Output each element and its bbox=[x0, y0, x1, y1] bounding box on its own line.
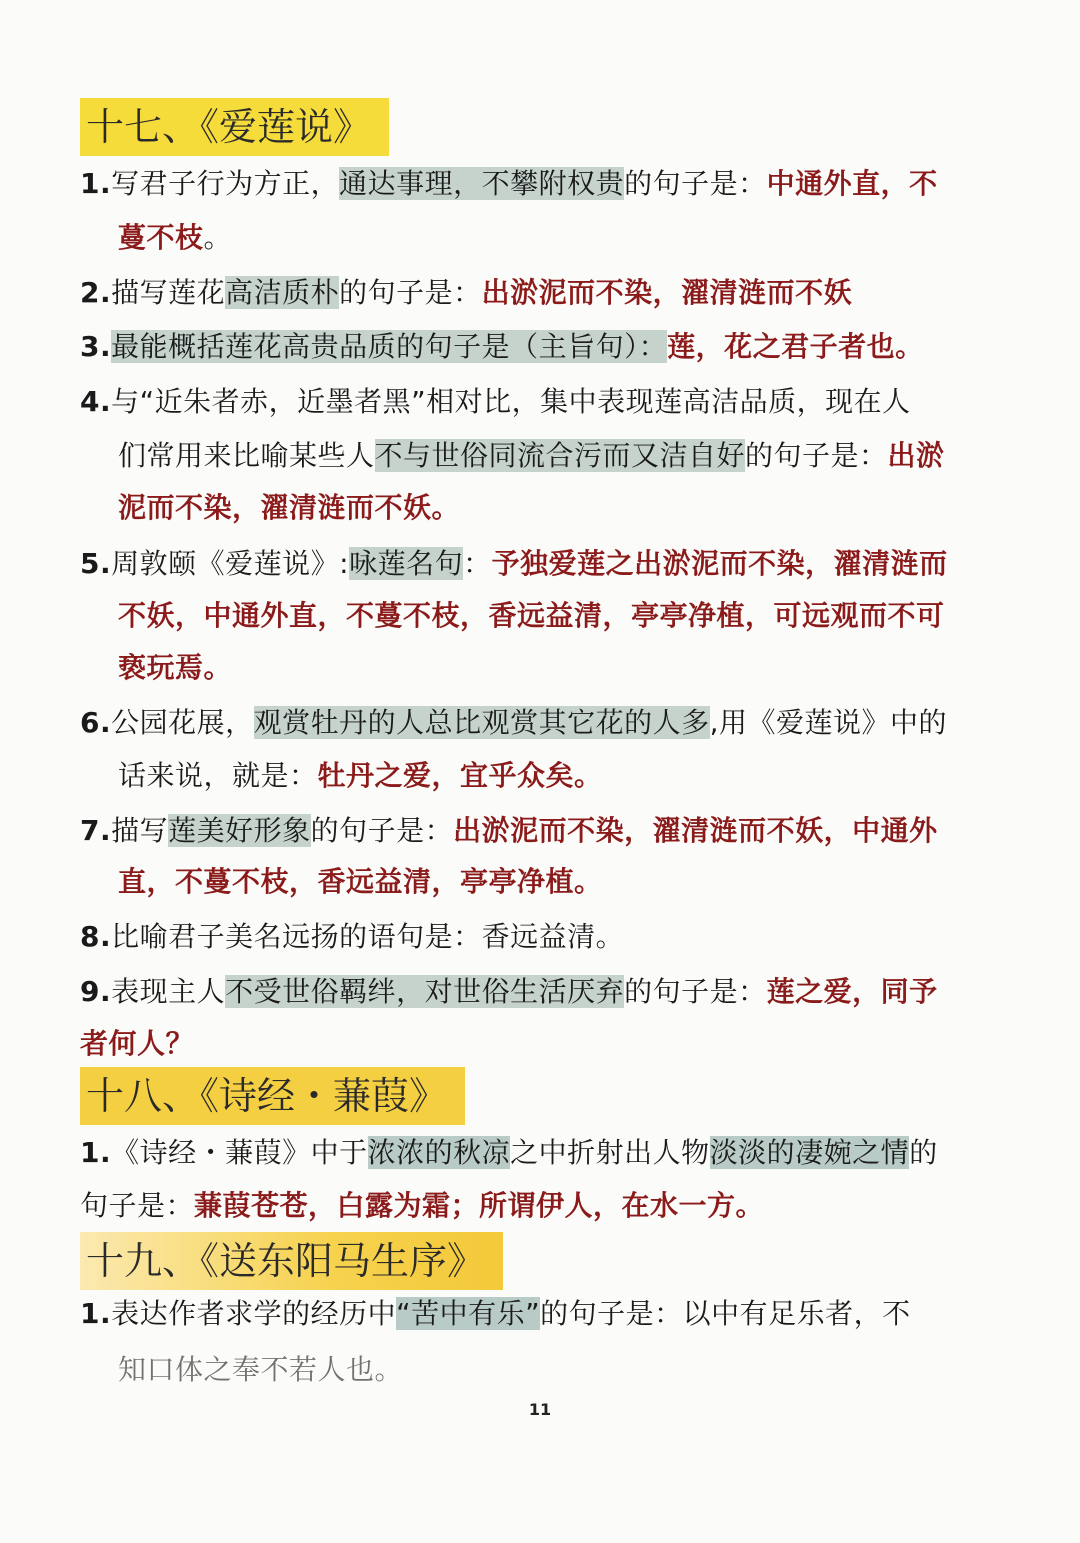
s17-q5-line3 bbox=[118, 648, 232, 688]
answer: 直，不蔓不枝，香远益清，亭亭净植。 bbox=[118, 865, 603, 898]
highlight: 淡淡的凄婉之情 bbox=[709, 1136, 910, 1169]
highlight: 浓浓的秋凉 bbox=[367, 1136, 511, 1169]
answer: 蒹葭苍苍，白露为霜；所谓伊人，在水一方。 bbox=[194, 1189, 765, 1222]
answer: 出淤泥而不染，濯清涟而不妖 bbox=[481, 276, 853, 309]
answer: 出淤 bbox=[887, 439, 945, 472]
s17-q3 bbox=[80, 327, 924, 367]
answer: 蔓不枝 bbox=[118, 221, 204, 254]
highlight: 最能概括莲花高贵品质的句子是（主旨句）： bbox=[111, 330, 668, 363]
s17-q5-line1: 5.周敦颐《爱莲说》:咏莲名句：予独爱莲之出淤泥而不染，濯清涟而 bbox=[80, 547, 948, 580]
section-19-heading: 十九、《送东阳马生序》 bbox=[80, 1232, 503, 1290]
q-number: 1. bbox=[80, 167, 112, 200]
s17-q9-line2 bbox=[80, 1024, 194, 1064]
answer: 不妖，中通外直，不蔓不枝，香远益清，亭亭净植，可远观而不可 bbox=[118, 599, 945, 632]
highlight: 高洁质朴 bbox=[225, 276, 340, 309]
s19-q1-line2: 知口体之奉不若人也。 bbox=[118, 1353, 404, 1386]
highlight: “苦中有乐” bbox=[396, 1297, 541, 1330]
answer: 者何人？ bbox=[80, 1027, 195, 1060]
answer: 予独爱莲之出淤泥而不染，濯清涟而 bbox=[491, 547, 948, 580]
answer: 中通外直，不 bbox=[766, 167, 938, 200]
s18-q1-line2: 句子是：蒹葭苍苍，白露为霜；所谓伊人，在水一方。 bbox=[80, 1189, 765, 1222]
q-number: 1. bbox=[80, 1297, 112, 1330]
s17-q4-line1: 4.与“近朱者赤，近墨者黑”相对比，集中表现莲高洁品质，现在人 bbox=[80, 385, 911, 418]
q-number: 7. bbox=[80, 814, 112, 847]
answer: 莲之爱，同予 bbox=[766, 975, 938, 1008]
s17-q6-line2: 话来说，就是：牡丹之爱，宜乎众矣。 bbox=[118, 759, 603, 792]
section-17-heading: 十七、《爱莲说》 bbox=[80, 98, 389, 156]
highlight: 观赏牡丹的人总比观赏其它花的人多 bbox=[253, 706, 710, 739]
s17-q7-line1: 7.描写莲美好形象的句子是：出淤泥而不染，濯清涟而不妖，中通外 bbox=[80, 814, 938, 847]
answer: 出淤泥而不染，濯清涟而不妖，中通外 bbox=[453, 814, 938, 847]
q-number: 1. bbox=[80, 1136, 112, 1169]
highlight: 咏莲名句 bbox=[349, 547, 464, 580]
s17-q7-line2 bbox=[118, 862, 603, 902]
answer: 莲，花之君子者也。 bbox=[667, 330, 924, 363]
highlight: 莲美好形象 bbox=[168, 814, 311, 847]
s17-q6-line1: 6.公园花展，观赏牡丹的人总比观赏其它花的人多,用《爱莲说》中的 bbox=[80, 706, 948, 739]
highlight: 不受世俗羁绊，对世俗生活厌弃 bbox=[225, 975, 625, 1008]
answer: 亵玩焉。 bbox=[118, 651, 233, 684]
s17-q1-line1: 1.写君子行为方正，通达事理，不攀附权贵的句子是：中通外直，不 bbox=[80, 167, 938, 200]
q-number: 9. bbox=[80, 975, 112, 1008]
q-number: 2. bbox=[80, 276, 112, 309]
s17-q5-line2 bbox=[118, 596, 945, 636]
s17-q2: 2.描写莲花高洁质朴的句子是：出淤泥而不染，濯清涟而不妖 bbox=[80, 276, 853, 309]
s17-q4-line3 bbox=[118, 488, 460, 528]
s17-q9-line1: 9.表现主人不受世俗羁绊，对世俗生活厌弃的句子是：莲之爱，同予 bbox=[80, 975, 938, 1008]
answer: 牡丹之爱，宜乎众矣。 bbox=[317, 759, 603, 792]
q-number: 5. bbox=[80, 547, 112, 580]
s17-q8: 8.比喻君子美名远扬的语句是：香远益清。 bbox=[80, 920, 625, 953]
s17-q1-line2: 蔓不枝。 bbox=[118, 221, 233, 254]
q-number: 8. bbox=[80, 920, 112, 953]
section-18-heading: 十八、《诗经・蒹葭》 bbox=[80, 1067, 465, 1125]
s18-q1-line1: 1.《诗经・蒹葭》中于浓浓的秋凉之中折射出人物淡淡的凄婉之情的 bbox=[80, 1136, 938, 1169]
s19-q1-line1: 1.表达作者求学的经历中“苦中有乐”的句子是：以中有足乐者，不 bbox=[80, 1297, 911, 1330]
highlight: 通达事理，不攀附权贵 bbox=[339, 167, 625, 200]
s17-q4-line2: 们常用来比喻某些人不与世俗同流合污而又洁自好的句子是：出淤 bbox=[118, 439, 945, 472]
highlight: 不与世俗同流合污而又洁自好 bbox=[374, 439, 746, 472]
q-number: 3. bbox=[80, 330, 112, 363]
q-number: 6. bbox=[80, 706, 112, 739]
answer: 泥而不染，濯清涟而不妖。 bbox=[118, 491, 461, 524]
q-number: 4. bbox=[80, 385, 112, 418]
page-number: 11 bbox=[528, 1400, 552, 1419]
